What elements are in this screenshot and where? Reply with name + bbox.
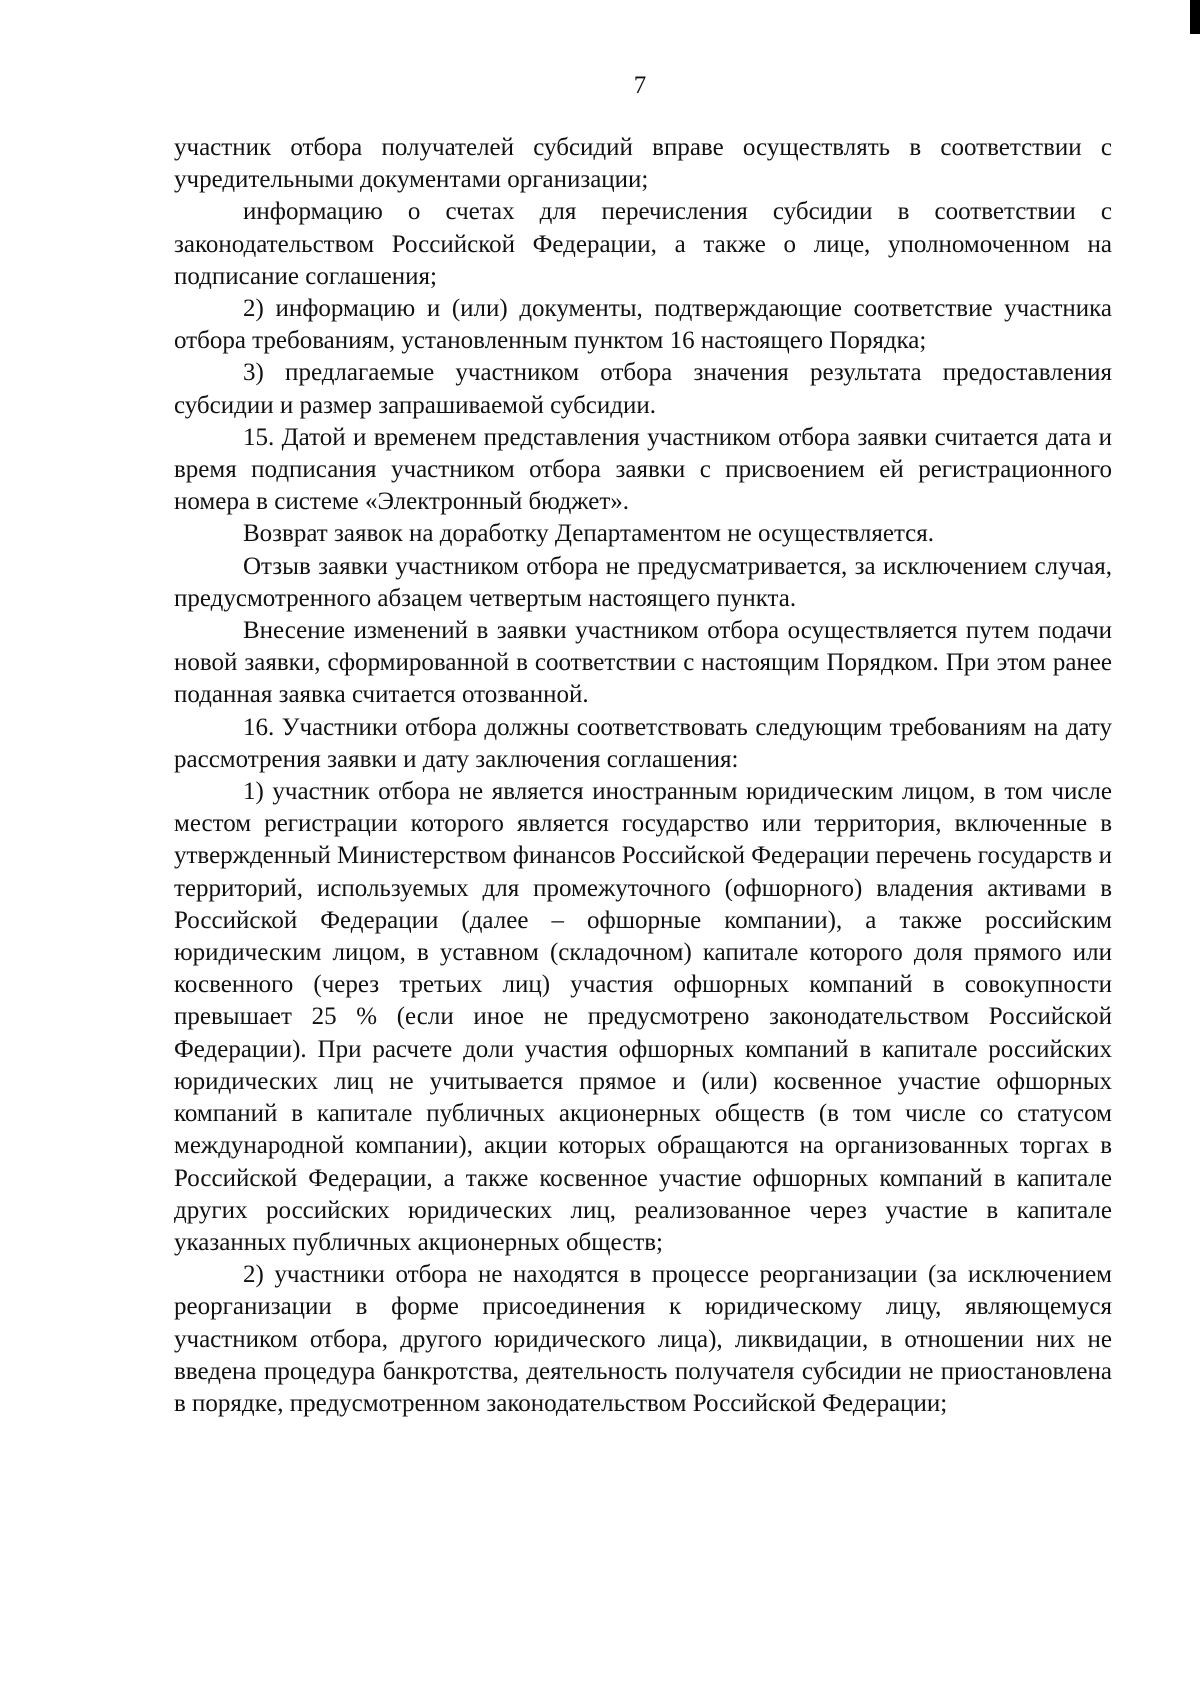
paragraph-requirement-2-reorganization: 2) участники отбора не находятся в процессе реорганизации (за исключением реорганизации в форме присоединения к юридическому лицу, являющемуся участником отбора, другого юридического лица), ликвидации, в отношении них не введена процедура банкротства, деятельность получателя субсидии не приостановлена в порядке, предусмотренном законодательством Российской Федерации; (174, 1261, 1112, 1417)
paragraph-account-info: информацию о счетах для перечисления субсидии в соответствии с законодательством Российской Федерации, а также о лице, уполномоченном на подписание соглашения; (174, 198, 1112, 290)
paragraph-clause-15: 15. Датой и временем представления участником отбора заявки считается дата и время подписания участником отбора заявки с присвоением ей регистрационного номера в системе «Электронный бюджет». (174, 423, 1112, 516)
page-number: 7 (633, 72, 647, 99)
paragraph-requirement-1-offshore: 1) участник отбора не является иностранным юридическим лицом, в том числе местом регистрации которого является государство или территория, включенные в утвержденный Министерством финансов Российской Федерации перечень государств и территорий, используемых для промежуточного (офшорного) владения активами в Российской Федерации (далее – офшорные компании), а также российским юридическим лицом, в уставном (складочном) капитале которого доля прямого или косвенного (через третьих лиц) участия офшорных компаний в совокупности превышает 25 % (если иное не предусмотрено законодательством Российской Федерации). При расчете доли участия офшорных компаний в капитале российских юридических лиц не учитывается прямое и (или) косвенное участие офшорных компаний в капитале публичных акционерных обществ (в том числе со статусом международной компании), акции которых обращаются на организованных торгах в Российской Федерации, а также косвенное участие офшорных компаний в капитале других российских юридических лиц, реализованное через участие в капитале указанных публичных акционерных обществ; (174, 778, 1112, 1256)
scan-edge-mark (1190, 0, 1200, 34)
paragraph-amendments: Внесение изменений в заявки участником отбора осуществляется путем подачи новой заявки, сформированной в соответствии с настоящим Порядком. При этом ранее поданная заявка считается отозванной. (174, 617, 1112, 709)
paragraph-continuation: участник отбора получателей субсидий вправе осуществлять в соответствии с учредительными документами организации; (174, 134, 1112, 194)
paragraph-item-3-result: 3) предлагаемые участником отбора значения результата предоставления субсидии и размер запрашиваемой субсидии. (174, 359, 1112, 419)
paragraph-item-2-documents: 2) информацию и (или) документы, подтверждающие соответствие участника отбора требованиям, установленным пунктом 16 настоящего Порядка; (174, 295, 1112, 355)
paragraph-withdrawal: Отзыв заявки участником отбора не предусматривается, за исключением случая, предусмотренного абзацем четвертым настоящего пункта. (174, 552, 1112, 612)
document-body (174, 132, 1112, 1420)
paragraph-return-of-applications: Возврат заявок на доработку Департаментом не осуществляется. (243, 520, 935, 548)
paragraph-clause-16: 16. Участники отбора должны соответствовать следующим требованиям на дату рассмотрения заявки и дату заключения соглашения: (174, 713, 1112, 773)
